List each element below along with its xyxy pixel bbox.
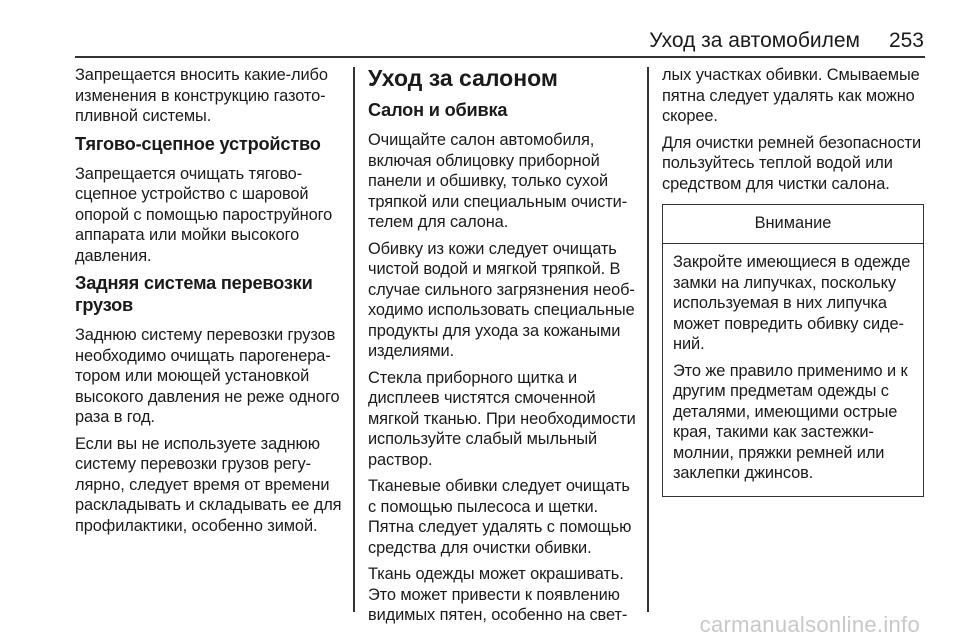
heading-interior-care: Уход за салоном	[368, 65, 558, 91]
column-right	[662, 65, 927, 497]
paragraph-fabric-upholstery: Тканевые обивки следует очищать с помощью пылесоса и щетки. Пятна следует удалять с помощью средства для очистки обивки.	[368, 477, 632, 557]
paragraph-leather: Обивку из кожи следует очищать чистой водой и мягкой тряпкой. В случае сильного загрязнения необ- ходимо использовать специальные продукты для ухода за кожаными изделиями.	[368, 239, 635, 360]
running-title: Уход за автомобилем	[649, 29, 860, 52]
heading-towbar: Тягово-сцепное устройство	[75, 133, 321, 154]
warning-paragraph-velcro: Закройте имеющиеся в одежде замки на липучках, поскольку используемая в них липучка может повредить обивку сиде- ний.	[673, 253, 911, 353]
column-left	[75, 65, 345, 542]
heading-rear-carrier: Задняя система перевозки грузов	[75, 273, 313, 315]
warning-body	[663, 244, 923, 496]
paragraph-rear-carrier-cleaning: Заднюю систему перевозки грузов необходимо очищать парогенера- тором или моющей установкой высокого давления не реже одного раза в год.	[75, 326, 340, 426]
paragraph-instrument-glass: Стекла приборного щитка и дисплеев чистятся смоченной мягкой тканью. При необходимости используйте слабый мыльный раствор.	[368, 368, 636, 469]
column-divider-right	[647, 67, 649, 612]
paragraph-rear-carrier-usage: Если вы не используете заднюю систему перевозки грузов регу- лярно, следует время от времени раскладывать и складывать ее для профилактики, особенно зимой.	[75, 434, 342, 535]
page-number: 253	[888, 29, 924, 52]
warning-title: Внимание	[663, 205, 923, 244]
paragraph-stain-removal: лых участках обивки. Смываемые пятна следует удалять как можно скорее.	[662, 66, 920, 125]
header-divider	[75, 56, 925, 58]
paragraph-interior-cleaning: Очищайте салон автомобиля, включая облицовку приборной панели и обшивку, только сухой тряпкой или специальным очисти- телем для салона.	[368, 131, 628, 231]
column-divider-left	[353, 67, 355, 612]
watermark: carmanualsonline.info	[699, 612, 920, 637]
paragraph-towbar: Запрещается очищать тягово- сцепное устройство с шаровой опорой с помощью пароструйного аппарата или мойки высокого давления.	[75, 164, 333, 265]
warning-paragraph-sharp-edges: Это же правило применимо и к другим предметам одежды с деталями, имеющими острые края, такими как застежки- молнии, пряжки ремней или заклепки джинсов.	[673, 361, 908, 482]
heading-interior-upholstery: Салон и обивка	[368, 100, 508, 120]
paragraph-fuel-system: Запрещается вносить какие-либо изменения в конструкцию газото- пливной системы.	[75, 66, 328, 125]
warning-box	[662, 204, 924, 497]
paragraph-clothing-dye: Ткань одежды может окрашивать. Это может привести к появлению видимых пятен, особенно на свет-	[368, 565, 628, 624]
paragraph-seatbelts: Для очистки ремней безопасности пользуйтесь теплой водой или средством для чистки салона.	[662, 133, 922, 193]
page-header	[40, 28, 924, 58]
column-middle	[368, 65, 638, 632]
